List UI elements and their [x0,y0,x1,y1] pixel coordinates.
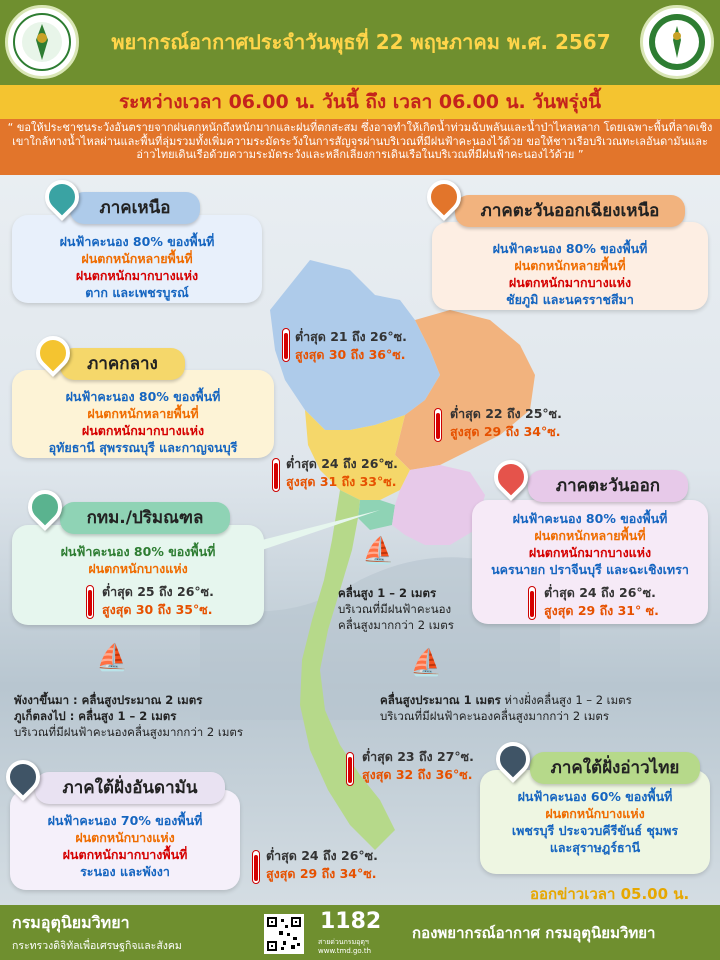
footer-org: กรมอุตุนิยมวิทยา [12,913,130,932]
andaman-temp-low: ต่ำสุด 24 ถึง 26°ซ. [266,848,378,863]
page-title: พยากรณ์อากาศประจำวันพุธที่ 22 พฤษภาคม พ.ศ. 2567 [111,30,611,54]
northeast-temp-high: สูงสุด 29 ถึง 34°ซ. [450,424,561,439]
northeast-heavy-rain: ฝนตกหนักหลายพื้นที่ [514,258,626,273]
bangkok-temp-low: ต่ำสุด 25 ถึง 26°ซ. [102,584,214,599]
lower-gulf-wave-height: คลื่นสูงประมาณ 1 เมตร [380,693,501,707]
tmd-emblem-icon [640,5,714,79]
upper-gulf-wave-height: คลื่นสูง 1 – 2 เมตร [338,586,437,600]
issued-time: ออกข่าวเวลา 05.00 น. [530,885,690,903]
central-very-heavy-rain: ฝนตกหนักมากบางแห่ง [81,423,205,438]
north-label: ภาคเหนือ [70,192,200,224]
bangkok-temp-high: สูงสุด 30 ถึง 35°ซ. [102,602,213,617]
central-label: ภาคกลาง [60,348,185,380]
website[interactable]: www.tmd.go.th [318,947,371,955]
ministry-emblem-icon [5,5,79,79]
north-forecast-card [12,215,262,303]
andaman-thermometer-icon [252,850,260,884]
sailboat-icon: ⛵ [362,536,395,566]
east-label: ภาคตะวันออก [528,470,688,502]
northeast-label: ภาคตะวันออกเฉียงเหนือ [455,195,685,227]
northeast-very-heavy-rain: ฝนตกหนักมากบางแห่ง [508,275,632,290]
hotline-number: 1182 [320,909,382,934]
east-thermometer-icon [528,586,536,620]
central-thermometer-icon [272,458,280,492]
north-temp-low: ต่ำสุด 21 ถึง 26°ซ. [295,329,407,344]
lower-gulf-storm-note: บริเวณที่มีฝนฟ้าคะนองคลื่นสูงมากกว่า 2 เมตร [380,709,610,723]
upper-gulf-storm-height: คลื่นสูงมากกว่า 2 เมตร [338,618,454,632]
central-temp-high: สูงสุด 31 ถึง 33°ซ. [286,474,397,489]
gulf-forecast-card [480,770,710,874]
central-temperature [286,455,398,491]
northeast-thermometer-icon [434,408,442,442]
gulf-heavy-rain: ฝนตกหนักบางแห่ง [545,806,645,821]
northeast-rain-chance: ฝนฟ้าคะนอง 80% ของพื้นที่ [492,241,648,256]
gulf-provinces-2: และสุราษฎร์ธานี [549,840,641,855]
northeast-forecast-card [432,222,708,310]
lower-gulf-offshore: ห่างฝั่งคลื่นสูง 1 – 2 เมตร [504,693,632,707]
bangkok-thermometer-icon [86,585,94,619]
gulf-temp-low: ต่ำสุด 23 ถึง 27°ซ. [362,749,474,764]
north-temp-high: สูงสุด 30 ถึง 36°ซ. [295,347,406,362]
bangkok-label: กทม./ปริมณฑล [60,502,230,534]
central-provinces: อุทัยธานี สุพรรณบุรี และกาญจนบุรี [48,440,238,455]
andaman-temp-high: สูงสุด 29 ถึง 34°ซ. [266,866,377,881]
andaman-heavy-rain: ฝนตกหนักบางแห่ง [75,830,175,845]
warning-text: “ ขอให้ประชาชนระวังอันตรายจากฝนตกหนักถึงหนักมากและฝนที่ตกสะสม ซึ่งอาจทำให้เกิดน้ำท่วมฉับพลันและน้ำป่าไหลหลาก โดยเฉพาะพื้นที่ลาดเชิงเขาใกล้ทางน้ำไหลผ่านและพื้นที่ลุ่มรวมทั้งเพิ่มความระมัดระวังในการสัญจรผ่านบริเวณที่มีฝนฟ้าคะนองไว้ด้วย ขอให้ชาวเรือบริเวณทะเลอันดามันและอ่าวไทยเดินเรือด้วยความระมัดระวังและหลีกเลี่ยงการเดินเรือในบริเวณที่มีฝนฟ้าคะนองไว้ด้วย ” [0,119,720,175]
north-rain-chance: ฝนฟ้าคะนอง 80% ของพื้นที่ [59,234,215,249]
gulf-thermometer-icon [346,752,354,786]
andaman-rain-chance: ฝนฟ้าคะนอง 70% ของพื้นที่ [47,813,203,828]
north-very-heavy-rain: ฝนตกหนักมากบางแห่ง [75,268,199,283]
sailboat-icon: ⛵ [96,643,129,673]
gulf-label: ภาคใต้ฝั่งอ่าวไทย [530,752,700,784]
andaman-very-heavy-rain: ฝนตกหนักมากบางพื้นที่ [62,847,188,862]
andaman-label: ภาคใต้ฝั่งอันดามัน [35,772,225,804]
forecast-period: ระหว่างเวลา 06.00 น. วันนี้ ถึง เวลา 06.00 น. วันพรุ่งนี้ [0,85,720,119]
lower-gulf-waves [380,692,710,724]
andaman-forecast-card [10,790,240,890]
bangkok-rain-chance: ฝนฟ้าคะนอง 80% ของพื้นที่ [60,544,216,559]
gulf-rain-chance: ฝนฟ้าคะนอง 60% ของพื้นที่ [517,789,673,804]
gulf-temperature [362,748,474,784]
north-provinces: ตาก และเพชรบูรณ์ [85,285,189,300]
north-thermometer-icon [282,328,290,362]
hotline-label: สายด่วนกรมอุตุฯ [318,938,369,946]
andaman-provinces: ระนอง และพังงา [80,864,170,879]
andaman-waves [14,692,294,740]
andaman-storm-note: บริเวณที่มีฝนฟ้าคะนองคลื่นสูงมากกว่า 2 เมตร [14,725,244,739]
gulf-temp-high: สูงสุด 32 ถึง 36°ซ. [362,767,473,782]
upper-gulf-storm-note: บริเวณที่มีฝนฟ้าคะนอง [338,602,452,616]
footer-division: กองพยากรณ์อากาศ กรมอุตุนิยมวิทยา [412,924,656,942]
gulf-provinces-1: เพชรบุรี ประจวบคีรีขันธ์ ชุมพร [511,823,679,838]
andaman-wave-north: พังงาขึ้นมา : คลื่นสูงประมาณ 2 เมตร [14,693,203,707]
sailboat-icon: ⛵ [410,648,443,678]
northeast-temperature [450,405,562,441]
andaman-temperature [266,847,378,883]
east-very-heavy-rain: ฝนตกหนักมากบางแห่ง [528,545,652,560]
northeast-temp-low: ต่ำสุด 22 ถึง 25°ซ. [450,406,562,421]
east-rain-chance: ฝนฟ้าคะนอง 80% ของพื้นที่ [512,511,668,526]
bangkok-heavy-rain: ฝนตกหนักบางแห่ง [88,561,188,576]
east-temp-high: สูงสุด 29 ถึง 31° ซ. [544,603,659,618]
north-temperature [295,328,407,364]
east-provinces: นครนายก ปราจีนบุรี และฉะเชิงเทรา [491,562,689,577]
east-temp-low: ต่ำสุด 24 ถึง 26°ซ. [544,585,656,600]
central-temp-low: ต่ำสุด 24 ถึง 26°ซ. [286,456,398,471]
northeast-provinces: ชัยภูมิ และนครราชสีมา [506,292,634,307]
footer-bar [0,905,720,960]
east-temperature [544,584,659,620]
central-rain-chance: ฝนฟ้าคะนอง 80% ของพื้นที่ [65,389,221,404]
central-heavy-rain: ฝนตกหนักหลายพื้นที่ [87,406,199,421]
footer-ministry: กระทรวงดิจิทัลเพื่อเศรษฐกิจและสังคม [12,940,182,952]
andaman-wave-south: ภูเก็ตลงไป : คลื่นสูง 1 – 2 เมตร [14,709,177,723]
north-heavy-rain: ฝนตกหนักหลายพื้นที่ [81,251,193,266]
east-heavy-rain: ฝนตกหนักหลายพื้นที่ [534,528,646,543]
bangkok-temperature [102,583,214,619]
central-forecast-card [12,370,274,458]
upper-gulf-waves [338,585,498,633]
qr-code-icon [264,914,304,954]
